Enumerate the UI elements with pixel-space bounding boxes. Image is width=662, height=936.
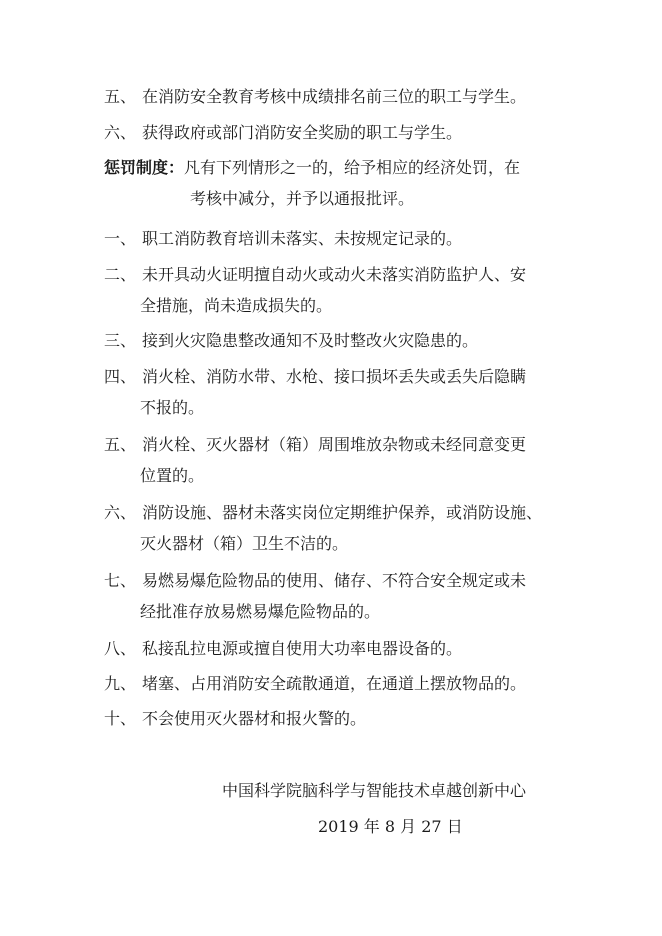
reward-item-number: 五、 [104,87,137,106]
penalty-item-continuation: 灭火器材（箱）卫生不洁的。 [140,534,349,553]
penalty-item-continuation: 不报的。 [140,398,205,417]
penalty-item [104,502,574,524]
penalty-item-number: 四、 [104,367,137,386]
penalty-item-text: 接到火灾隐患整改通知不及时整改火灾隐患的。 [142,331,479,350]
penalty-item-text: 堵塞、占用消防安全疏散通道，在通道上摆放物品的。 [142,674,527,693]
penalty-item-number: 九、 [104,674,137,693]
penalty-item-number: 一、 [104,229,137,248]
penalty-item [104,330,574,352]
reward-item-number: 六、 [104,123,137,142]
penalty-item-continuation: 全措施，尚未造成损失的。 [140,296,333,315]
penalty-item-text: 职工消防教育培训未落实、未按规定记录的。 [142,229,463,248]
penalty-item-number: 八、 [104,639,137,658]
penalty-intro-line2: 考核中减分，并予以通报批评。 [190,189,415,208]
reward-item-text: 获得政府或部门消防安全奖励的职工与学生。 [142,123,463,142]
penalty-item [104,708,574,730]
penalty-item-text: 消火栓、消防水带、水枪、接口损坏丢失或丢失后隐瞒 [142,367,527,386]
signature-date: 2019 年 8 月 27 日 [318,817,463,836]
penalty-item-text: 易燃易爆危险物品的使用、储存、不符合安全规定或未 [142,571,527,590]
penalty-item [104,228,574,250]
penalty-item-number: 二、 [104,265,137,284]
penalty-item [104,673,574,695]
reward-item [104,86,574,108]
penalty-item-text: 未开具动火证明擅自动火或动火未落实消防监护人、安 [142,265,527,284]
penalty-item-continuation: 位置的。 [140,466,205,485]
reward-item-text: 在消防安全教育考核中成绩排名前三位的职工与学生。 [142,87,527,106]
penalty-item [104,434,574,456]
penalty-item-text: 消火栓、灭火器材（箱）周围堆放杂物或未经同意变更 [142,435,527,454]
penalty-item [104,570,574,592]
penalty-item-continuation: 经批准存放易燃易爆危险物品的。 [140,602,381,621]
penalty-item [104,264,574,286]
penalty-item-text: 不会使用灭火器材和报火警的。 [142,709,367,728]
penalty-heading-line [104,157,574,179]
penalty-item [104,366,574,388]
penalty-heading: 惩罚制度： [104,158,185,177]
penalty-item-number: 六、 [104,503,137,522]
penalty-item-text: 消防设施、器材未落实岗位定期维护保养，或消防设施、 [142,503,543,522]
penalty-item [104,638,574,660]
penalty-intro-line1: 凡有下列情形之一的，给予相应的经济处罚，在 [184,158,521,177]
penalty-item-number: 七、 [104,571,137,590]
penalty-item-number: 三、 [104,331,137,350]
penalty-item-text: 私接乱拉电源或擅自使用大功率电器设备的。 [142,639,463,658]
penalty-item-number: 五、 [104,435,137,454]
signature-organization: 中国科学院脑科学与智能技术卓越创新中心 [222,781,527,800]
reward-item [104,122,574,144]
penalty-item-number: 十、 [104,709,137,728]
